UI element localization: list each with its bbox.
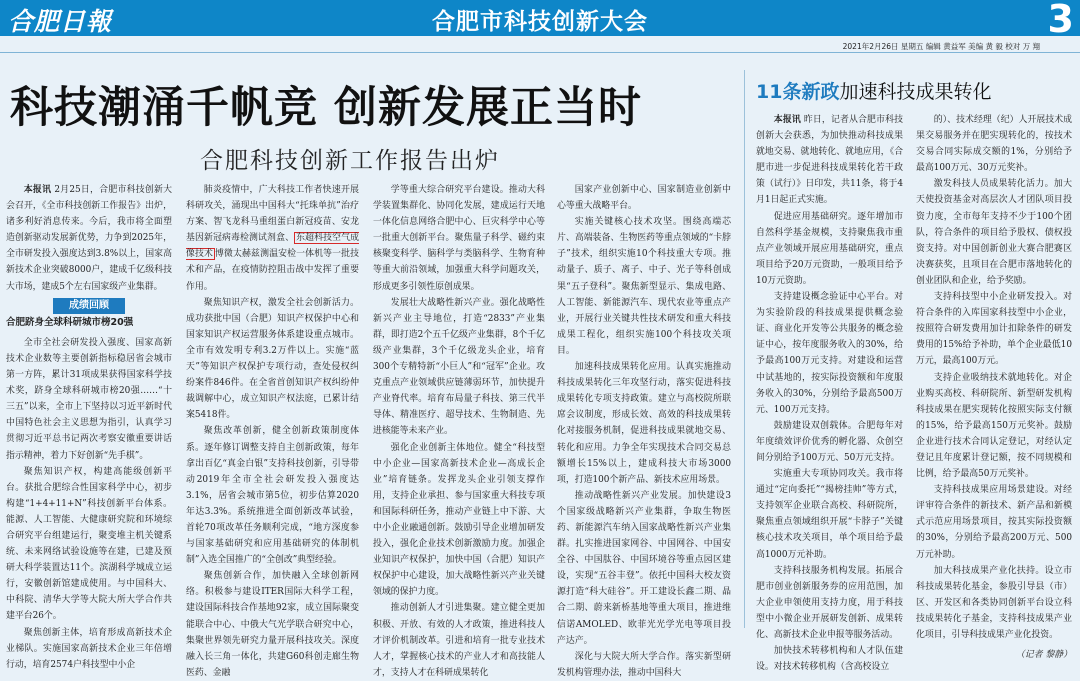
article-column-1 <box>6 182 173 670</box>
section-label: 成绩回顾 <box>6 298 172 314</box>
highlighted-phrase: 东超科技空气成像技术 <box>186 233 360 260</box>
divider <box>0 52 1080 53</box>
paragraph: 加速科技成果转化应用。认真实施推动科技成果转化三年攻坚行动，落实促进科技成果转化专项支持政策。建立与高校院所联席会议制度，形成长效、高效的科技成果转化对接服务机制，促进科技成果就地交易、转化和应用。力争全年实现技术合同交易总额增长15%以上，建成科技大市场3000项，打造100个新产品、新技术应用场景。 <box>557 362 731 485</box>
reporter-byline: （记者 黎静） <box>1015 650 1072 661</box>
paragraph: 的）、技术经理（纪）人开展技术成果交易服务并在肥实现转化的，按技术交易合同实际成交额的1%，分别给予最高100万元、30万元奖补。 <box>916 115 1072 174</box>
paragraph: 学等重大综合研究平台建设。推动大科学装置集群化、协同化发展，建成运行天地一体化信息网络合肥中心、巨灾科学中心等一批重大创新平台。聚焦量子科学、磁约束核聚变科学、脑科学与类脑科学、生物育种等重大前沿领域，加强重大科学问题攻关，形成更多引领性原创成果。 <box>373 185 545 292</box>
page-number: 3 <box>1047 0 1074 41</box>
title-rest: 加速科技成果转化 <box>839 81 992 103</box>
sub-headline: 合肥科技创新工作报告出炉 <box>200 148 500 174</box>
paragraph: 加快技术转移机构和人才队伍建设。对技术转移机构（含高校设立 <box>756 646 903 673</box>
section-subtitle: 合肥跻身全球科研城市榜20强 <box>6 316 134 328</box>
column-divider <box>744 70 745 628</box>
paragraph: 激发科技人员成果转化活力。加大天使投资基金对高层次人才团队项目投资力度，全市每年支持不少于100个团队，符合条件的项目给予股权、债权投资支持。对中国创新创业大赛合肥赛区决赛获奖，且项目在合肥市落地转化的创业团队和企业，给予奖励。 <box>916 179 1072 286</box>
article-column-4 <box>557 182 731 678</box>
side-column-2 <box>916 112 1072 661</box>
paragraph: 推动创新人才引进集聚。建立健全更加积极、开放、有效的人才政策，推进科技人才评价机制改革。引进和培育一批专业技术人才，掌握核心技术的产业人才和高技能人才，支持人才在科研成果转化 <box>373 603 545 678</box>
paragraph: 支持科技成果应用场景建设。对经评审符合条件的新技术、新产品和新模式示范应用场景项目，按其实际投资额的30%，分别给予最高200万元、500万元补助。 <box>916 485 1072 560</box>
paragraph: 实施关键核心技术攻坚。围绕高端芯片、高端装备、生物医药等重点领域的“卡脖子”技术，组织实施10个科技重大专项。推动量子、质子、离子、中子、光子等科创成果“五子登科”。聚焦新型显示、集成电路、人工智能、新能源汽车、现代农业等重点产业，开展行业关键共性技术研发和重大科技成果工程化，组织实施100个科技攻关项目。 <box>557 217 731 356</box>
article-column-2 <box>186 182 360 678</box>
paragraph: 支持建设概念验证中心平台。对为实验阶段的科技成果提供概念验证、商业化开发等公共服务的概念验证中心，按年度服务收入的30%，给予最高100万元支持。对建设和运营中试基地的，按实际投资额和年度服务收入的30%，分别给予最高500万元、100万元支持。 <box>756 292 903 415</box>
paragraph: 加大科技成果产业化扶持。设立市科技成果转化基金，参股引导县（市）区、开发区和各类协同创新平台设立科技成果转化子基金，支持科技成果产业化项目，引导科技成果产业化投资。 <box>916 565 1072 640</box>
main-headline: 科技潮涌千帆竞 创新发展正当时 <box>10 83 642 133</box>
paragraph: 支持科技型中小企业研发投入。对符合条件的入库国家科技型中小企业，按照符合研发费用加计扣除条件的研发费用的15%给予补助，单个企业最低10万元，最高100万元。 <box>916 292 1072 367</box>
side-column-1 <box>756 112 904 673</box>
lead-label: 本报讯 <box>773 115 801 125</box>
paragraph: 实施重大专项协同攻关。我市将通过“定向委托”“揭榜挂帅”等方式，支持领军企业联合高校、科研院所，聚焦重点领域组织开展“卡脖子”关键核心技术攻关项目，单个项目给予最高1000万元补助。 <box>756 469 903 560</box>
paragraph: 深化与大院大所大学合作。落实新型研发机构管理办法，推动中国科大 <box>557 651 731 678</box>
paragraph: 鼓励建设双创载体。合肥每年对年度绩效评价优秀的孵化器、众创空间分别给予100万元、50万元支持。 <box>756 420 903 463</box>
paragraph: 全市全社会研发投入强度、国家高新技术企业数等主要创新指标稳居省会城市第一方阵，累计31项成果获得国家科学技术奖，跻身全球科研城市榜20强……“十三五”以来，全市上下坚持以习近平新时代中国特色社会主义思想为指引，认真学习贯彻习近平总书记两次考察安徽重要讲话指示精神，着力下好创新“先手棋”。 <box>6 337 172 461</box>
paragraph-text: 肺炎疫情中，广大科技工作者快速开展科研攻关，涌现出中国科大“托珠单抗”治疗方案、智飞龙科马重组蛋白新冠疫苗、安龙基因新冠病毒检测试剂盒、 <box>186 185 359 244</box>
lead-label: 本报讯 <box>23 185 52 195</box>
paragraph: 推动战略性新兴产业发展。加快建设3个国家级战略新兴产业集群，争取生物医药、新能源汽车纳入国家战略性新兴产业集群。扎实推进国家网谷、中国网谷、中国安全谷、中国肽谷、中国环境谷等重点园区建设，实现“五谷丰登”。依托中国科大校友资源打造“科大硅谷”。开工建设长鑫二期、晶合二期、蔚来新桥基地等重大项目，推进维信诺AMOLED、欧菲光光学光电等项目投产达产。 <box>557 490 731 646</box>
paragraph-text: 博微太赫兹测温安检一体机等一批技术和产品，在疫情防控阻击战中发挥了重要作用。 <box>186 249 360 292</box>
paragraph: 聚焦知识产权，激发全社会创新活力。成功获批中国（合肥）知识产权保护中心和国家知识产权运营服务体系建设重点城市。全市有效发明专利3.2万件以上。实施“蓝天”等知识产权保护专项行动，查处侵权纠纷案件846件。在全省首创知识产权纠纷仲裁调解中心，成立知识产权法庭，已累计结案5418件。 <box>186 297 359 421</box>
paragraph: 国家产业创新中心、国家制造业创新中心等重大战略平台。 <box>557 185 731 212</box>
paragraph: 支持企业吸纳技术就地转化。对企业购买高校、科研院所、新型研发机构科技成果在肥实现转化按照实际支付额的15%，给予最高150万元奖补。鼓励企业进行技术合同认定登记，对经认定登记且年度累计登记额，按不同规模和比例，给予最高50万元奖补。 <box>916 372 1072 480</box>
paragraph: 聚焦创新主体，培育形成高新技术企业梯队。实施国家高新技术企业三年倍增行动，培育2574户科技型中小企 <box>6 627 172 670</box>
paragraph: 促进应用基础研究。逐年增加市自然科学基金规模，支持聚焦我市重点产业领域开展应用基础研究，重点项目给予20万元资助，一般项目给予10万元资助。 <box>756 211 903 286</box>
paragraph: 发展壮大战略性新兴产业。强化战略性新兴产业主导地位，打造“2833”产业集群，即打造2个五千亿级产业集群，8个千亿级产业集群，3个千亿级龙头企业，培育300个专精特新“小巨人”和“冠军”企业。攻克重点产业领域供应链薄弱环节，加快提升产业脊代率。培育布局量子科技、第三代半导体、精准医疗、超导技术、生物制造、先进核能等未来产业。 <box>373 297 545 437</box>
paragraph: 聚焦改革创新，健全创新政策制度体系。逐年修订调整支持自主创新政策，每年拿出百亿“真金白银”支持科技创新，引导带动2019年全市全社会研发投入强度达3.1%，居省会城市第5位，初步估算2020年达3.3%。系统推进全面创新改革试验，首轮70项改革任务顺利完成，“地方深度参与国家基础研究和应用基础研究的体制机制”入选全国推广的“全创改”典型经验。 <box>186 426 359 566</box>
section-title: 合肥市科技创新大会 <box>432 9 648 35</box>
paragraph: 聚焦创新合作，加快融入全球创新网络。积极参与建设ITER国际大科学工程，建设国际科技合作基地92家，成立国际聚变能联合中心、中俄大气光学联合研究中心，集聚世界领先研究力量开展科技攻关。深度融入长三角一体化，共建G60科创走廊生物医药、金融 <box>186 571 359 678</box>
article-column-3 <box>373 182 545 678</box>
paragraph: 昨日，记者从合肥市科技创新大会获悉，为加快推动科技成果就地交易、就地转化、就地应用，《合肥市进一步促进科技成果转化若干政策（试行）》日印发，共11条，将于4月1日起正式实施。 <box>756 115 904 206</box>
paragraph: 聚焦知识产权，构建高能级创新平台。获批合肥综合性国家科学中心，初步构建“1+4+11+N”科技创新平台体系。能源、人工智能、大健康研究院和环境综合研究平台组建运行，聚变堆主机关键系统、未来网络试验设施等在建，已建及预研大科学装置达11个。滨湖科学城成立运行，安徽创新馆建成使用。与中国科大、中科院、清华大学等大院大所大学合作共建平台26个。 <box>6 466 172 622</box>
paragraph: 支持科技服务机构发展。拓展合肥市创业创新服务券的应用范围，加大企业申领使用支持力度，用于科技型中小微企业开展研发创新、成果转化、高新技术企业申报等服务活动。 <box>756 565 903 640</box>
dateline: 2021年2月26日 星期五 编辑 黄益军 美编 黄 毅 校对 万 翔 <box>842 42 1040 51</box>
paragraph: 2月25日，合肥市科技创新大会召开，《全市科技创新工作报告》出炉，诸多利好消息传来。今后，我市将全面塑造创新驱动发展新优势，力争到2025年，全市研发投入强度达到3.8%以上，国家高新技术企业突破8000户，建成千亿级科技大市场，建成5个左右国家级产业集群。 <box>6 185 173 292</box>
side-article-title <box>756 77 991 104</box>
title-highlight: 11条新政 <box>756 81 840 103</box>
newspaper-logo: 合肥日報 <box>8 7 113 36</box>
masthead-bar <box>0 0 1080 41</box>
paragraph: 强化企业创新主体地位。健全“科技型中小企业—国家高新技术企业—高成长企业”培育链条。发挥龙头企业引领支撑作用，支持企业承担、参与国家重大科技专项和国际科研任务，推动产业链上中下游、大中小企业融通创新。鼓励引导企业增加研发投入，强化企业技术创新激励力度。加强企业知识产权保护，加快中国（合肥）知识产权保护中心建设，加大战略性新兴产业关键领域的保护力度。 <box>373 442 545 598</box>
